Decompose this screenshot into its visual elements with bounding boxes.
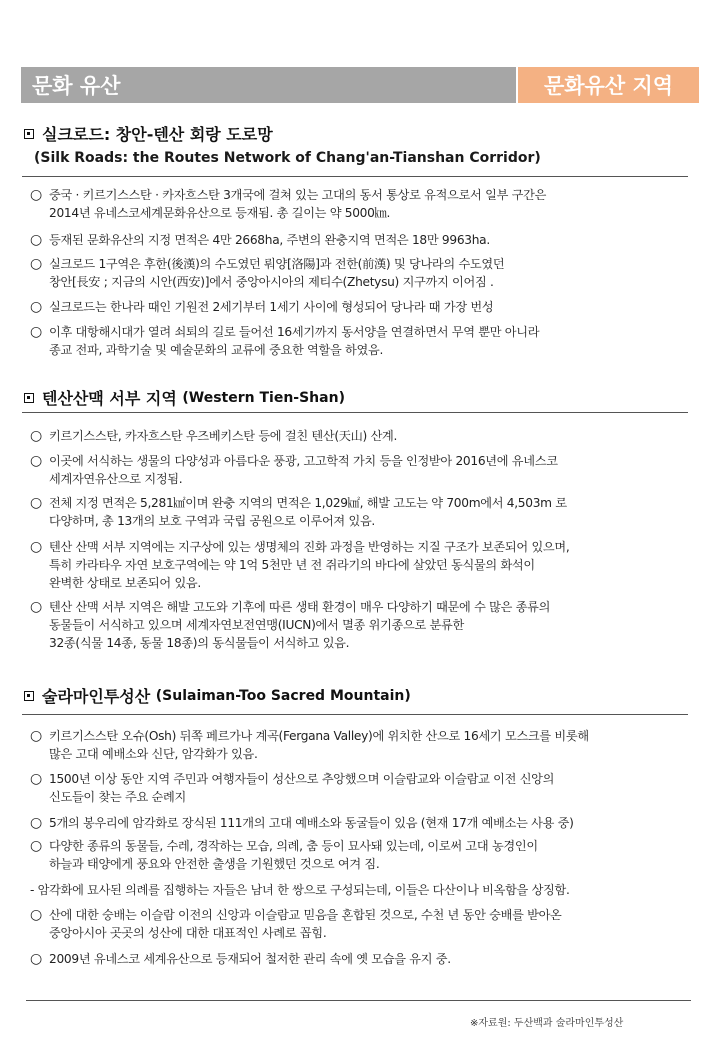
list-item-text: 실크로드 1구역은 후한(後漢)의 수도였던 뤄양[洛陽]과 전한(前漢) 및 당나라의 수도였던 창안[長安 ; 지금의 시안(西安)]에서 중앙아시아의 제티수(Zhetysu) 지구까지 이어짐 .	[49, 257, 505, 289]
list-item	[30, 538, 710, 592]
list-item-text: 등재된 문화유산의 지정 면적은 4만 2668ha, 주변의 완충지역 면적은 18만 9963ha.	[49, 233, 490, 247]
list-item	[30, 298, 710, 316]
circle-bullet-icon: ○	[30, 838, 42, 854]
circle-bullet-icon: ○	[30, 951, 42, 967]
circle-bullet-icon: ○	[30, 256, 42, 272]
section-title-text: 술라마인투성산	[42, 687, 151, 706]
list-item	[30, 906, 710, 942]
square-bullet-icon	[24, 129, 34, 139]
list-item	[30, 770, 710, 806]
circle-bullet-icon: ○	[30, 539, 42, 555]
circle-bullet-icon: ○	[30, 907, 42, 923]
source-note: ※자료원: 두산백과 술라마인투성산	[470, 1018, 624, 1029]
circle-bullet-icon: ○	[30, 324, 42, 340]
section-title-sulaiman-too	[24, 684, 411, 707]
circle-bullet-icon: ○	[30, 299, 42, 315]
circle-bullet-icon: ○	[30, 428, 42, 444]
list-item-text: 다양한 종류의 동물들, 수레, 경작하는 모습, 의례, 춤 등이 묘사돼 있는데, 이로써 고대 농경인이 하늘과 태양에게 풍요와 안전한 출생을 기원했던 것으로 여겨 짐.	[49, 839, 538, 871]
divider	[22, 412, 688, 413]
list-item	[30, 598, 710, 652]
section-title-en: (Western Tien-Shan)	[182, 389, 345, 406]
section-title-silk-roads	[24, 122, 273, 145]
list-item-text: - 암각화에 묘사된 의례를 집행하는 자들은 남녀 한 쌍으로 구성되는데, 이들은 다산이나 비옥함을 상징함.	[30, 883, 570, 897]
list-item-text: 키르기스스탄 오슈(Osh) 뒤쪽 페르가나 계곡(Fergana Valley)에 위치한 산으로 16세기 모스크를 비롯해 많은 고대 예배소와 신단, 암각화가 있음.	[49, 729, 589, 761]
list-item-text: 텐산 산맥 서부 지역에는 지구상에 있는 생명체의 진화 과정을 반영하는 지질 구조가 보존되어 있으며, 특히 카라타우 자연 보호구역에는 약 1억 5천만 년 전 쥐라기의 바다에 살았던 동식물의 화석이 완벽한 상태로 보존되어 있음.	[49, 540, 570, 590]
list-item-text: 전체 지정 면적은 5,281㎢이며 완충 지역의 면적은 1,029㎢, 해발 고도는 약 700m에서 4,503m 로 다양하며, 총 13개의 보호 구역과 국립 공원으로 이루어져 있음.	[49, 496, 567, 528]
list-item-text: 산에 대한 숭배는 이슬람 이전의 신앙과 이슬람교 믿음을 혼합된 것으로, 수천 년 동안 숭배를 받아온 중앙아시아 곳곳의 성산에 대한 대표적인 사례로 꼽힘.	[49, 908, 562, 940]
circle-bullet-icon: ○	[30, 495, 42, 511]
list-item-text: 5개의 봉우리에 암각화로 장식된 111개의 고대 예배소와 동굴들이 있음 (현재 17개 예배소는 사용 중)	[49, 816, 574, 830]
section-header-title: 문화 유산	[21, 67, 516, 103]
circle-bullet-icon: ○	[30, 815, 42, 831]
list-item	[30, 950, 710, 968]
list-item	[30, 186, 710, 222]
section-header-tag: 문화유산 지역	[518, 67, 699, 103]
list-item	[30, 452, 710, 488]
square-bullet-icon	[24, 393, 34, 403]
circle-bullet-icon: ○	[30, 599, 42, 615]
square-bullet-icon	[24, 691, 34, 701]
circle-bullet-icon: ○	[30, 771, 42, 787]
list-item	[30, 231, 710, 249]
list-item-text: 키르기스스탄, 카자흐스탄 우즈베키스탄 등에 걸친 텐산(天山) 산계.	[49, 429, 398, 443]
section-title-text: 텐산산맥 서부 지역	[42, 389, 177, 408]
list-item	[30, 494, 710, 530]
list-item-text: 실크로드는 한나라 때인 기원전 2세기부터 1세기 사이에 형성되어 당나라 때 가장 번성	[49, 300, 494, 314]
list-item-text: 1500년 이상 동안 지역 주민과 여행자들이 성산으로 추앙했으며 이슬람교와 이슬람교 이전 신앙의 신도들이 찾는 주요 순례지	[49, 772, 555, 804]
list-item	[30, 837, 710, 873]
circle-bullet-icon: ○	[30, 187, 42, 203]
divider	[22, 176, 688, 177]
footer-divider	[26, 1000, 691, 1001]
list-item-text: 중국 · 키르기스스탄 · 카자흐스탄 3개국에 걸쳐 있는 고대의 동서 통상로 유적으로서 일부 구간은 2014년 유네스코세계문화유산으로 등재됨. 총 길이는 약 5000㎞.	[49, 188, 547, 220]
list-item	[30, 727, 710, 763]
list-item-text: 이후 대항해시대가 열려 쇠퇴의 길로 들어선 16세기까지 동서양을 연결하면서 무역 뿐만 아니라 종교 전파, 과학기술 및 예술문화의 교류에 중요한 역할을 하였음.	[49, 325, 540, 357]
list-item	[30, 814, 710, 832]
section-title-en: (Sulaiman-Too Sacred Mountain)	[155, 687, 411, 704]
list-item-text: 2009년 유네스코 세계유산으로 등재되어 철저한 관리 속에 옛 모습을 유지 중.	[49, 952, 451, 966]
section-title-text: 실크로드: 창안-텐산 회랑 도로망	[42, 125, 273, 144]
list-item	[30, 427, 710, 445]
section-subtitle-silk-roads: (Silk Roads: the Routes Network of Chang'an-Tianshan Corridor)	[34, 150, 541, 166]
divider	[22, 714, 688, 715]
section-title-western-tien-shan	[24, 386, 345, 409]
list-item-text: 텐산 산맥 서부 지역은 해발 고도와 기후에 따른 생태 환경이 매우 다양하기 때문에 수 많은 종류의 동물들이 서식하고 있으며 세계자연보전연맹(IUCN)에서 멸종 위기종으로 분류한 32종(식물 14종, 동물 18종)의 동식물들이 서식하고 있음.	[49, 600, 551, 650]
list-item	[30, 255, 710, 291]
list-item-sub	[30, 881, 710, 899]
circle-bullet-icon: ○	[30, 453, 42, 469]
circle-bullet-icon: ○	[30, 232, 42, 248]
circle-bullet-icon: ○	[30, 728, 42, 744]
list-item-text: 이곳에 서식하는 생물의 다양성과 아름다운 풍광, 고고학적 가치 등을 인정받아 2016년에 유네스코 세계자연유산으로 지정됨.	[49, 454, 558, 486]
list-item	[30, 323, 710, 359]
